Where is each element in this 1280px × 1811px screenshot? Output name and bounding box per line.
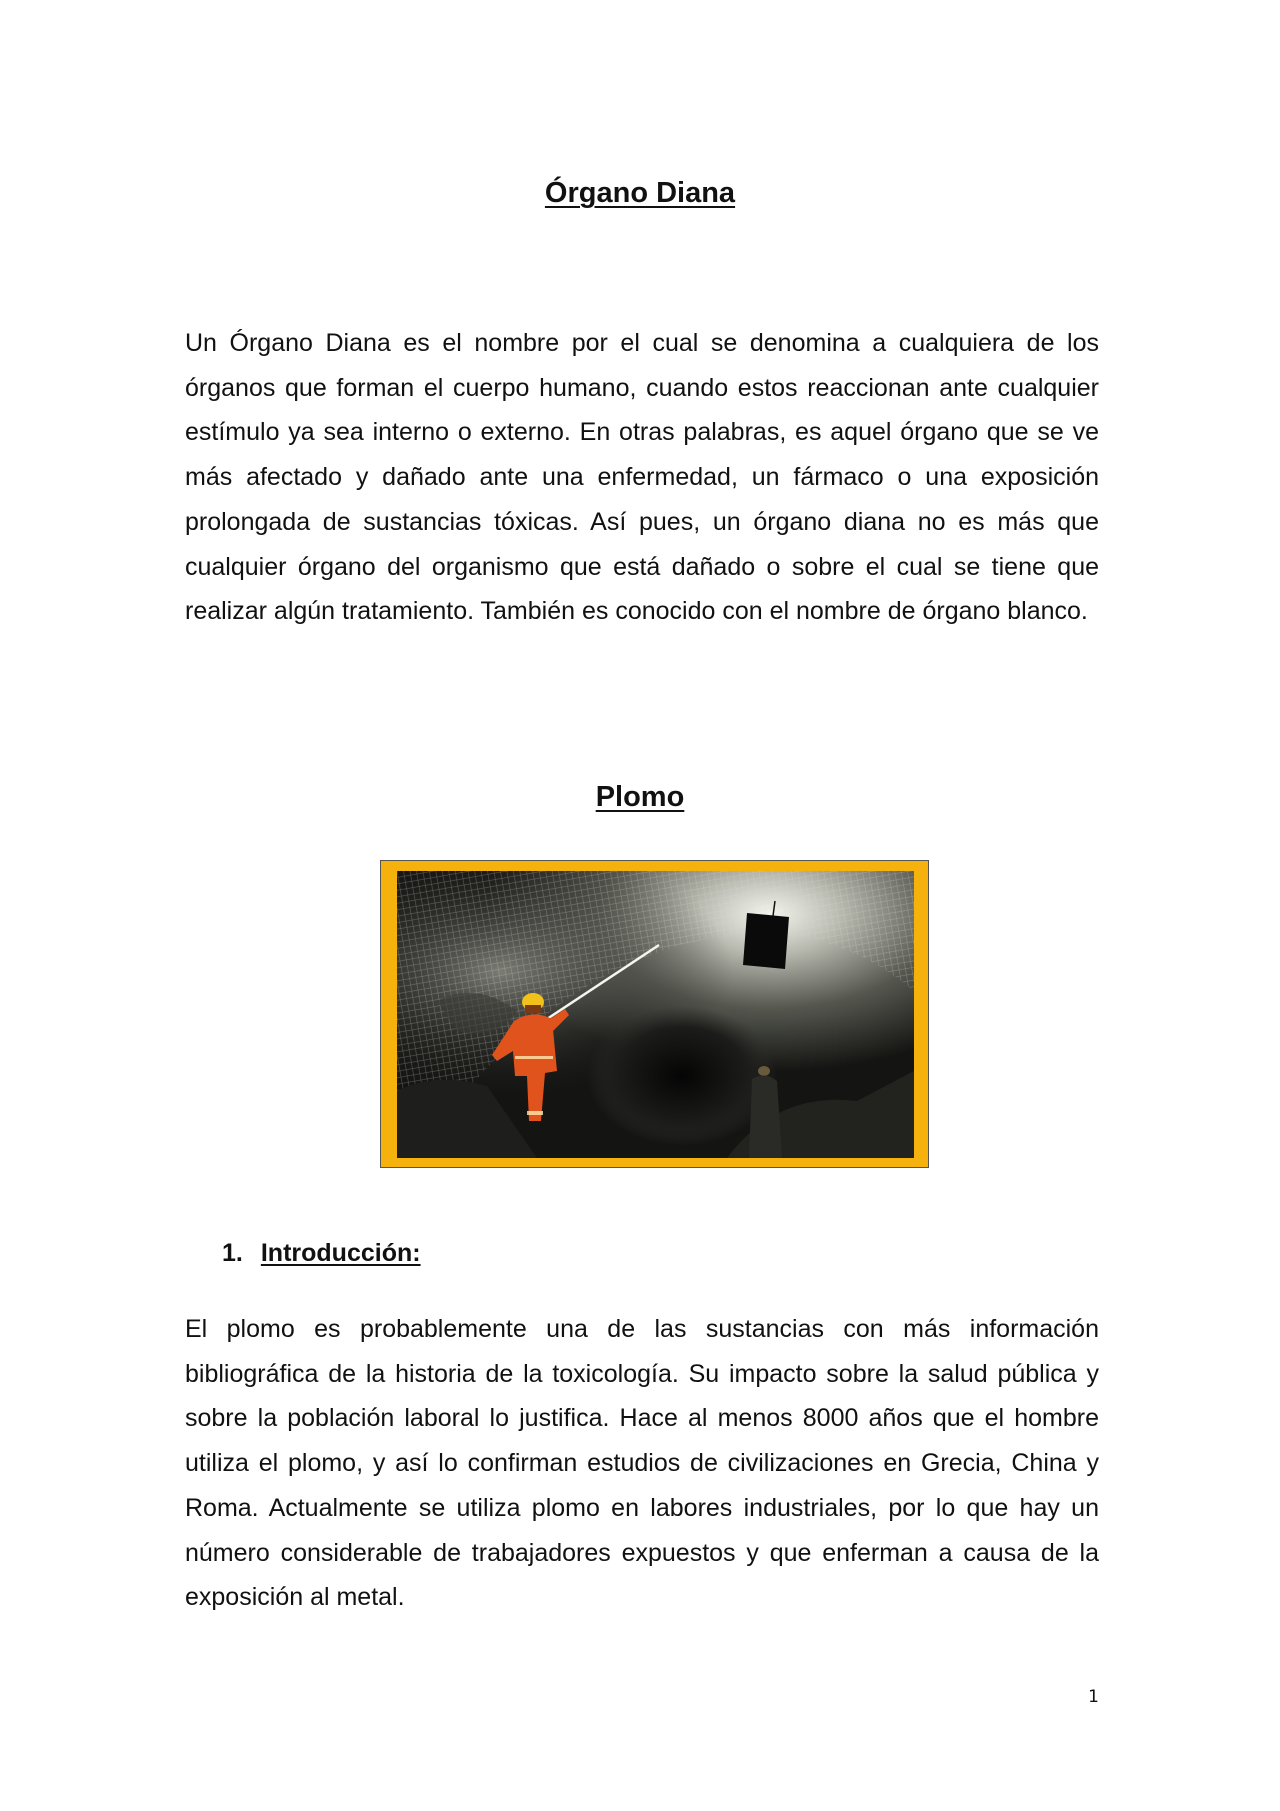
- introduccion-paragraph: El plomo es probablemente una de las sustancias con más información bibliográfica de la historia de la toxicología. Su impacto sobre la salud pública y sobre la población laboral lo justifica. Hace al menos 8000 años que el hombre utiliza el plomo, y así lo confirman estudios de civilizaciones en Grecia, China y Roma. Actualmente se utiliza plomo en labores industriales, por lo que hay un número considerable de trabajadores expuestos y que enferman a causa de la exposición al metal.: [185, 1315, 1099, 1612]
- page-number: 1: [1088, 1687, 1099, 1707]
- section-number: 1.: [222, 1239, 243, 1267]
- page-title: Órgano Diana: [544, 177, 736, 209]
- section-title-plomo: Plomo: [595, 781, 685, 813]
- mine-tunnel-photo: [397, 871, 914, 1158]
- section-heading-introduccion: [222, 1239, 421, 1268]
- mine-photo-frame: [380, 860, 929, 1168]
- intro-paragraph: Un Órgano Diana es el nombre por el cual se denomina a cualquiera de los órganos que forman el cuerpo humano, cuando estos reaccionan ante cualquier estímulo ya sea interno o externo. En otras palabras, es aquel órgano que se ve más afectado y dañado ante una enfermedad, un fármaco o una exposición prolongada de sustancias tóxicas. Así pues, un órgano diana no es más que cualquier órgano del organismo que está dañado o sobre el cual se tiene que realizar algún tratamiento. También es conocido con el nombre de órgano blanco.: [185, 329, 1099, 626]
- section-heading-label: Introducción:: [260, 1239, 421, 1267]
